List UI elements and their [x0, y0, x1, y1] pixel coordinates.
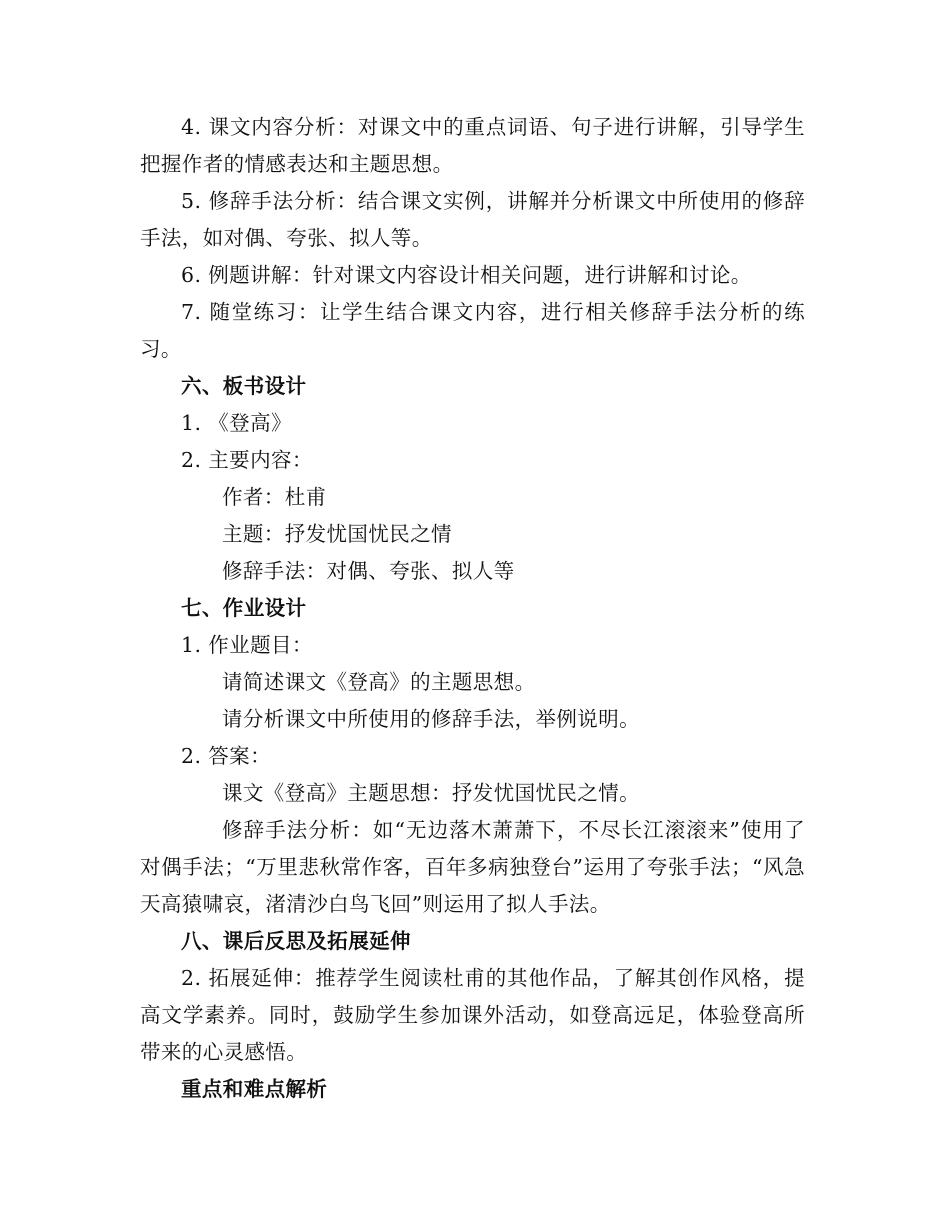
- heading-reflection-extension: 八、课后反思及拓展延伸: [181, 929, 411, 953]
- paragraph-extension: 2. 拓展延伸：推荐学生阅读杜甫的其他作品，了解其创作风格，提高文学素养。同时，鼓励学生参加课外活动，如登高远足，体验登高所带来的心灵感悟。: [140, 966, 805, 1064]
- blackboard-theme: 主题：抒发忧国忧民之情: [222, 522, 452, 546]
- blackboard-rhetoric: 修辞手法：对偶、夸张、拟人等: [222, 559, 515, 583]
- homework-question-1: 请简述课文《登高》的主题思想。: [222, 670, 536, 694]
- paragraph-classroom-practice: 7. 随堂练习：让学生结合课文内容，进行相关修辞手法分析的练习。: [140, 300, 805, 361]
- heading-key-difficult-points: 重点和难点解析: [181, 1077, 328, 1101]
- paragraph-example-explanation: 6. 例题讲解：针对课文内容设计相关问题，进行讲解和讨论。: [181, 263, 752, 287]
- homework-answer-2: 修辞手法分析：如“无边落木萧萧下，不尽长江滚滚来”使用了对偶手法；“万里悲秋常作客，百年多病独登台”运用了夸张手法；“风急天高猿啸哀，渚清沙白鸟飞回”则运用了拟人手法。: [140, 818, 805, 916]
- blackboard-item-main-content: 2. 主要内容：: [181, 448, 313, 472]
- blackboard-author: 作者：杜甫: [222, 485, 327, 509]
- paragraph-content-analysis: 4. 课文内容分析：对课文中的重点词语、句子进行讲解，引导学生把握作者的情感表达和主题思想。: [140, 115, 805, 176]
- paragraph-rhetoric-analysis: 5. 修辞手法分析：结合课文实例，讲解并分析课文中所使用的修辞手法，如对偶、夸张、拟人等。: [140, 189, 805, 250]
- heading-blackboard-design: 六、板书设计: [181, 374, 307, 398]
- blackboard-item-title: 1. 《登高》: [181, 411, 292, 435]
- homework-answer-1: 课文《登高》主题思想：抒发忧国忧民之情。: [222, 781, 640, 805]
- homework-question-2: 请分析课文中所使用的修辞手法，举例说明。: [222, 707, 640, 731]
- document-page: [140, 109, 805, 1108]
- homework-item-questions: 1. 作业题目：: [181, 633, 313, 657]
- heading-homework-design: 七、作业设计: [181, 596, 307, 620]
- homework-item-answers: 2. 答案：: [181, 744, 271, 768]
